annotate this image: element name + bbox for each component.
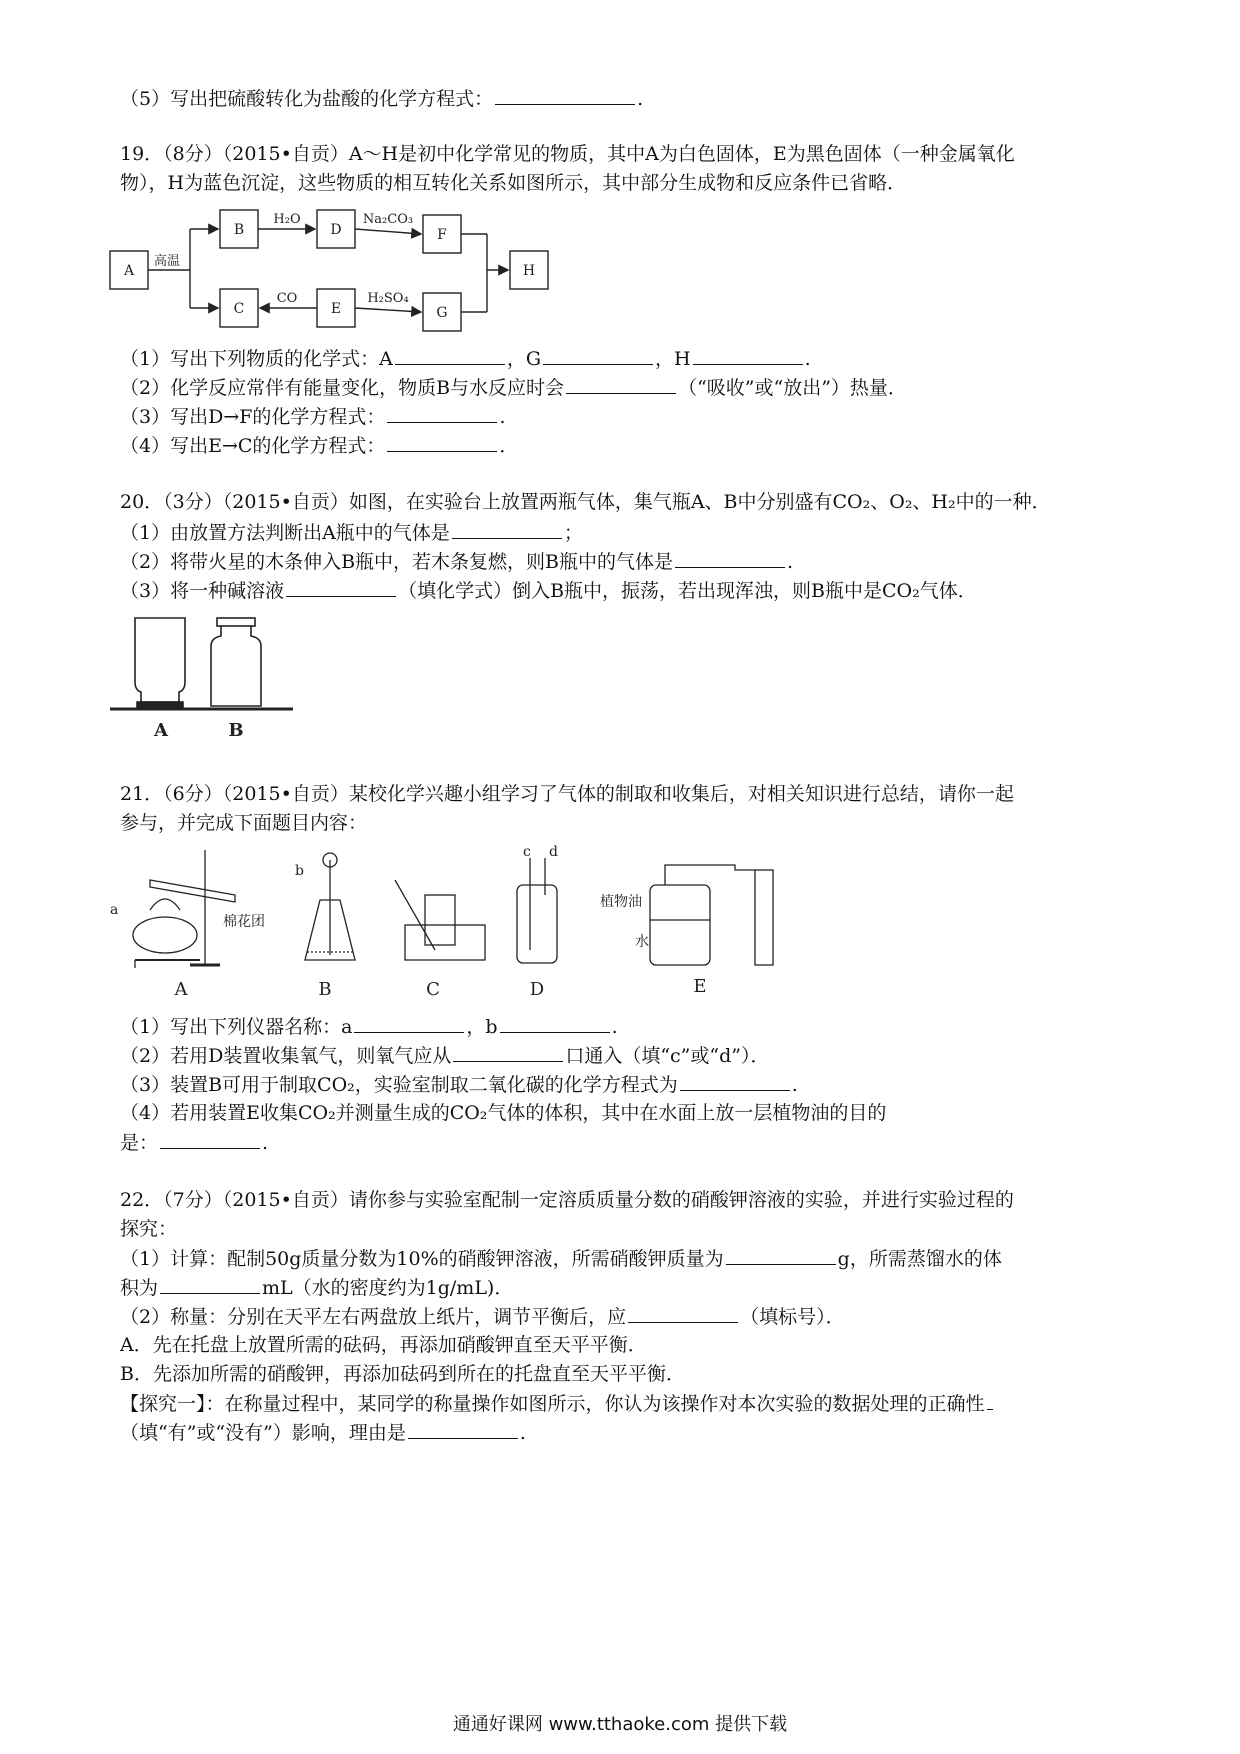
answer-blank-A[interactable] xyxy=(395,346,505,365)
answer-blank[interactable] xyxy=(408,1420,518,1439)
q22-option-a: A．先在托盘上放置所需的砝码，再添加硝酸钾直至天平平衡． xyxy=(120,1334,647,1356)
q20-stem: 20．（3分）（2015•自贡）如图，在实验台上放置两瓶气体，集气瓶A、B中分别盛有CO₂、O₂、H₂中的一种． xyxy=(120,491,1051,513)
q22-explore1-line1: 【探究一】：在称量过程中，某同学的称量操作如图所示，你认为该操作对本次实验的数据处理的正确性 xyxy=(120,1391,995,1416)
cond-co: CO xyxy=(276,291,298,306)
cond-h2so4: H₂SO₄ xyxy=(367,291,409,306)
label-E: E xyxy=(693,976,707,997)
label-A: A xyxy=(154,720,168,741)
bottle-A xyxy=(135,618,185,702)
q18-part5: （5）写出把硫酸转化为盐酸的化学方程式： . xyxy=(120,88,644,110)
label-C: C xyxy=(233,301,245,317)
cond-na2co3: Na₂CO₃ xyxy=(362,212,414,227)
q21-part2: （2）若用D装置收集氧气，则氧气应从 口通入（填“c”或“d”）． xyxy=(120,1045,770,1067)
q19-part2: （2）化学反应常伴有能量变化，物质B与水反应时会 （“吸收”或“放出”）热量． xyxy=(120,377,907,399)
q21-part3: （3）装置B可用于制取CO₂，实验室制取二氧化碳的化学方程式为 . xyxy=(120,1074,798,1096)
q19-reaction-diagram xyxy=(105,205,565,335)
answer-blank-H[interactable] xyxy=(693,346,803,365)
label-F: F xyxy=(437,227,447,243)
q19-stem-line2: 物），H为蓝色沉淀，这些物质的相互转化关系如图所示，其中部分生成物和反应条件已省略． xyxy=(120,172,907,194)
answer-blank[interactable] xyxy=(675,549,785,568)
answer-blank[interactable] xyxy=(286,578,396,597)
q22-stem-line2: 探究： xyxy=(120,1218,178,1240)
q20-part1: （1）由放置方法判断出A瓶中的气体是 ； xyxy=(120,522,583,544)
q21-stem-line1: 21．（6分）（2015•自贡）某校化学兴趣小组学习了气体的制取和收集后，对相关知识进行总结，请你一起 xyxy=(120,783,1014,805)
q19-part1: （1）写出下列物质的化学式：A ，G ，H . xyxy=(120,348,811,370)
label-a: a xyxy=(110,902,119,918)
q21-part4-line1: （4）若用装置E收集CO₂并测量生成的CO₂气体的体积，其中在水面上放一层植物油的目的 xyxy=(120,1102,887,1124)
bottle-B xyxy=(211,626,261,706)
q21-stem-line2: 参与，并完成下面题目内容： xyxy=(120,812,368,834)
answer-blank[interactable] xyxy=(453,1043,563,1062)
q19-part4: （4）写出E→C的化学方程式： ． xyxy=(120,435,519,457)
label-C: C xyxy=(426,979,440,1000)
answer-blank[interactable] xyxy=(680,1072,790,1091)
cond-h2o: H₂O xyxy=(273,212,301,227)
q19-part3: （3）写出D→F的化学方程式： . xyxy=(120,406,506,428)
q22-part1-line1: （1）计算：配制50g质量分数为10%的硝酸钾溶液，所需硝酸钾质量为 g，所需蒸馏水的体 xyxy=(120,1248,1002,1270)
q21-apparatus-figure xyxy=(105,840,785,1000)
cond-high-temp: 高温 xyxy=(153,254,181,269)
q22-stem-line1: 22．（7分）（2015•自贡）请你参与实验室配制一定溶质质量分数的硝酸钾溶液的实验，并进行实验过程的 xyxy=(120,1189,1014,1211)
q22-part1-line2: 积为 mL（水的密度约为1g/mL)． xyxy=(120,1277,514,1299)
label-A: A xyxy=(174,979,188,1000)
q20-part3: （3）将一种碱溶液 （填化学式）倒入B瓶中，振荡，若出现浑浊，则B瓶中是CO₂气体． xyxy=(120,580,977,602)
q22-part2: （2）称量：分别在天平左右两盘放上纸片，调节平衡后，应 （填标号）． xyxy=(120,1306,845,1328)
label-cotton: 棉花团 xyxy=(223,914,265,930)
q20-gas-bottles-figure xyxy=(105,610,305,745)
answer-blank-a[interactable] xyxy=(354,1014,464,1033)
answer-blank[interactable] xyxy=(987,1391,993,1410)
q20-part2: （2）将带火星的木条伸入B瓶中，若木条复燃，则B瓶中的气体是 . xyxy=(120,551,794,573)
q21-part1: （1）写出下列仪器名称：a ，b . xyxy=(120,1016,618,1038)
answer-blank[interactable] xyxy=(387,433,497,452)
q19-stem-line1: 19．（8分）（2015•自贡）A～H是初中化学常见的物质，其中A为白色固体，E为黑色固体（一种金属氧化 xyxy=(120,143,1015,165)
answer-blank[interactable] xyxy=(566,375,676,394)
answer-blank-mass[interactable] xyxy=(726,1246,836,1265)
label-B: B xyxy=(318,979,332,1000)
answer-blank[interactable] xyxy=(495,86,635,105)
label-D: D xyxy=(529,979,545,1000)
bottle-B-stopper xyxy=(217,618,255,626)
label-E: E xyxy=(330,301,342,317)
q22-explore1-line2: （填“有”或“没有”）影响，理由是 . xyxy=(120,1422,526,1444)
label-A: A xyxy=(123,263,135,279)
label-b: b xyxy=(295,863,304,879)
label-D: D xyxy=(330,222,342,238)
answer-blank[interactable] xyxy=(387,404,497,423)
label-B: B xyxy=(228,720,244,741)
answer-blank-volume[interactable] xyxy=(160,1275,260,1294)
label-oil: 植物油 xyxy=(600,894,642,910)
page-footer: 通通好课网 www.tthaoke.com 提供下载 xyxy=(452,1714,788,1735)
label-B: B xyxy=(233,222,245,238)
answer-blank[interactable] xyxy=(452,520,562,539)
q21-part4-line2: 是： . xyxy=(120,1132,269,1154)
label-G: G xyxy=(436,305,448,321)
answer-blank[interactable] xyxy=(160,1130,260,1149)
answer-blank-G[interactable] xyxy=(543,346,653,365)
label-H: H xyxy=(522,263,536,279)
label-d: d xyxy=(549,844,558,860)
label-water: 水 xyxy=(635,934,649,950)
q22-option-b: B．先添加所需的硝酸钾，再添加砝码到所在的托盘直至天平平衡． xyxy=(120,1363,685,1385)
label-c: c xyxy=(523,844,531,860)
answer-blank-b[interactable] xyxy=(500,1014,610,1033)
answer-blank[interactable] xyxy=(628,1304,738,1323)
